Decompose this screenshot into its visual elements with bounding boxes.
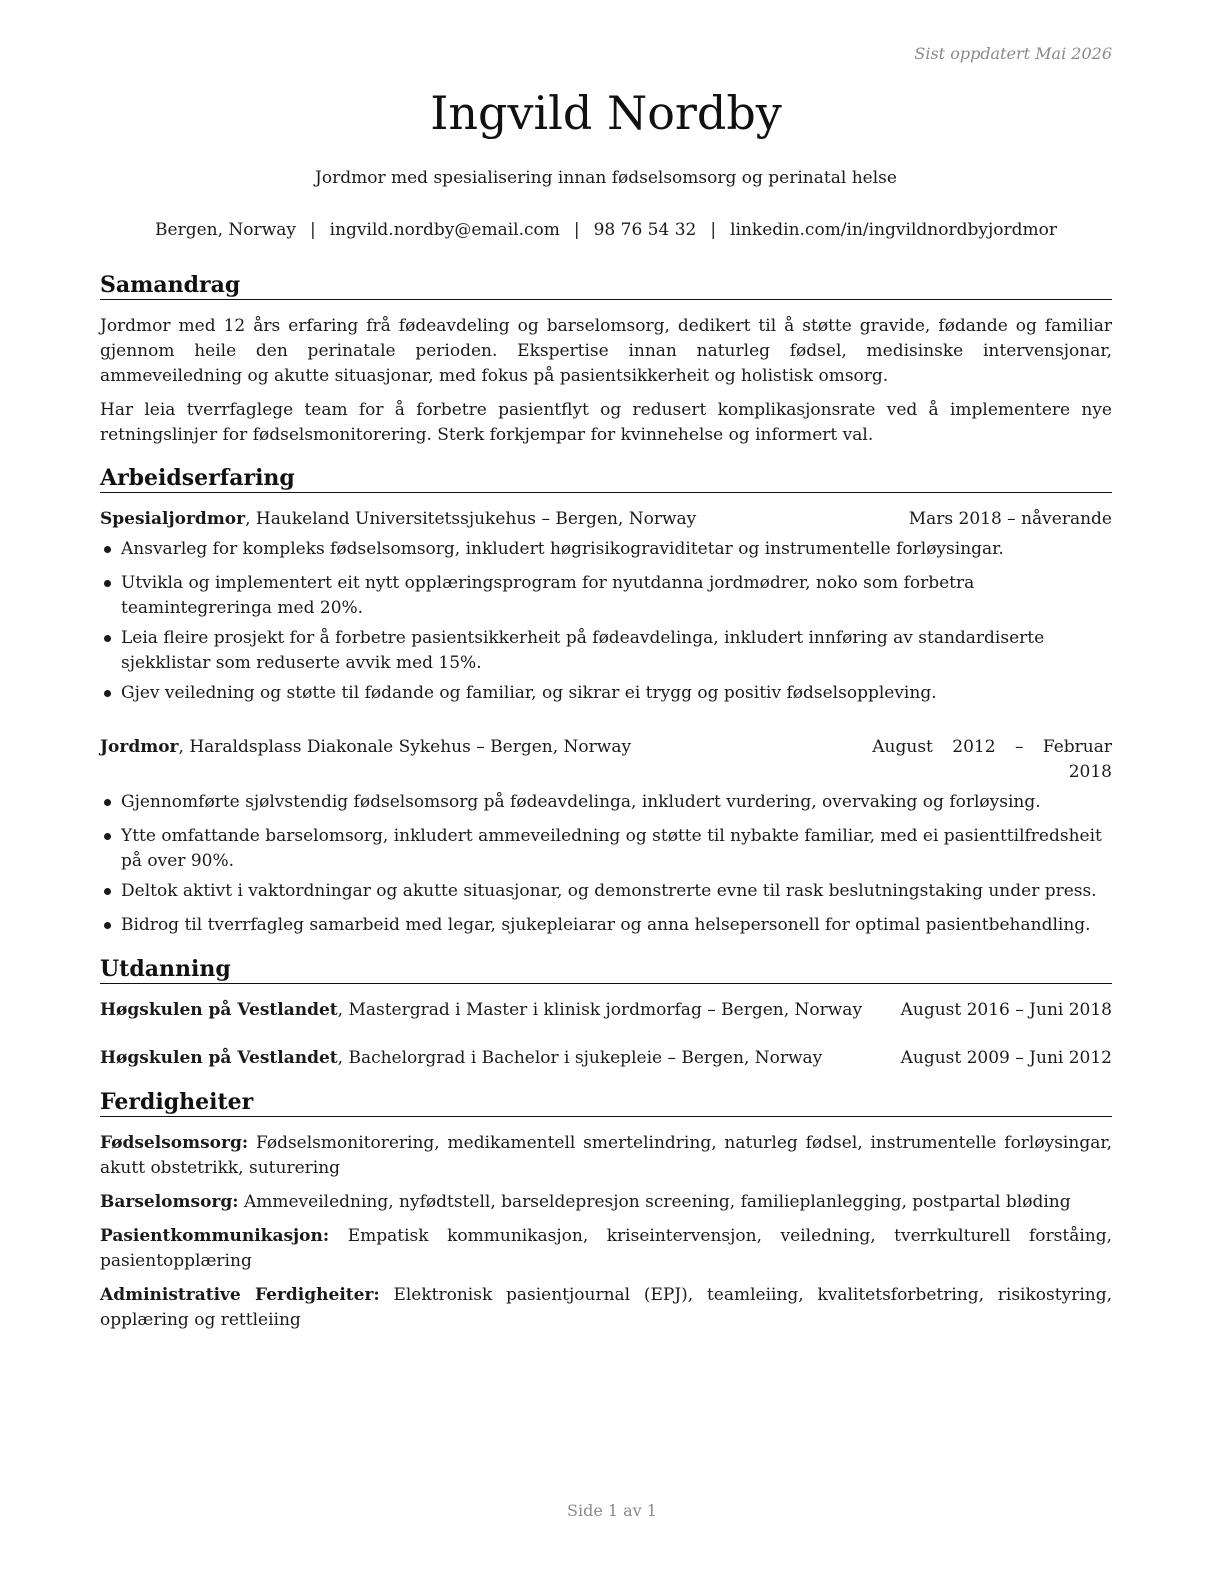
list-item: Deltok aktivt i vaktordningar og akutte situasjonar, og demonstrerte evne til rask beslutningstaking under press. xyxy=(100,879,1112,904)
summary-section xyxy=(100,271,1112,448)
last-updated: Sist oppdatert Mai 2026 xyxy=(914,44,1112,63)
skill-label: Barselomsorg: xyxy=(100,1192,239,1212)
skill-label: Fødselsomsorg: xyxy=(100,1133,249,1153)
education-heading: Utdanning xyxy=(100,955,1112,984)
summary-heading: Samandrag xyxy=(100,271,1112,300)
list-item: Ytte omfattande barselomsorg, inkludert ammeveiledning og støtte til nybakte familiar, med ei pasienttilfredsheit på over 90%. xyxy=(100,824,1112,874)
skills-heading: Ferdigheiter xyxy=(100,1088,1112,1117)
page-footer: Side 1 av 1 xyxy=(567,1501,657,1520)
job-bullets xyxy=(100,790,1112,938)
job-entry xyxy=(100,735,1112,938)
skill-row xyxy=(100,1224,1112,1274)
list-item: Utvikla og implementert eit nytt opplæringsprogram for nyutdanna jordmødrer, noko som forbetra teamintegreringa med 20%. xyxy=(100,571,1112,621)
job-header xyxy=(100,507,1112,532)
job-bullets xyxy=(100,537,1112,706)
job-dates-line: 2018 xyxy=(1068,762,1112,782)
job-title: Spesialjordmor xyxy=(100,509,246,529)
list-item: Ansvarleg for kompleks fødselsomsorg, inkludert høgrisikograviditetar og instrumentelle forløysingar. xyxy=(100,537,1112,562)
resume-page xyxy=(100,0,1112,1584)
skill-label: Pasientkommunikasjon: xyxy=(100,1226,330,1246)
job-dates-line: August 2012 – Februar xyxy=(872,737,1112,757)
contact-separator: | xyxy=(309,220,316,240)
summary-paragraph: Har leia tverrfaglege team for å forbetre pasientflyt og redusert komplikasjonsrate ved å implementere nye retningslinjer for fødselsmonitorering. Sterk forkjempar for kvinnehelse og informert val. xyxy=(100,400,1112,445)
job-dates: Mars 2018 – nåverande xyxy=(908,509,1112,529)
skill-row xyxy=(100,1131,1112,1181)
job-entry xyxy=(100,507,1112,706)
skill-label: Administrative Ferdigheiter: xyxy=(100,1285,380,1305)
skill-text: Fødselsmonitorering, medikamentell smertelindring, naturleg fødsel, instrumentelle forløysingar, akutt obstetrikk, suturering xyxy=(100,1133,1112,1178)
education-dates: August 2009 – Juni 2012 xyxy=(900,1048,1112,1068)
list-item: Gjennomførte sjølvstendig fødselsomsorg på fødeavdelinga, inkludert vurdering, overvaking og forløysing. xyxy=(100,790,1112,815)
contact-linkedin[interactable]: linkedin.com/in/ingvildnordbyjordmor xyxy=(730,220,1057,240)
job-dates xyxy=(872,735,1112,785)
contact-email[interactable]: ingvild.nordby@email.com xyxy=(329,220,560,240)
skill-row xyxy=(100,1190,1112,1215)
skill-text: Empatisk kommunikasjon, kriseintervensjon, veiledning, tverrkulturell forståing, pasientopplæring xyxy=(100,1226,1113,1271)
skill-row xyxy=(100,1283,1112,1333)
contact-line xyxy=(100,220,1112,240)
candidate-name: Ingvild Nordby xyxy=(430,86,782,140)
job-employer: , Haukeland Universitetssjukehus – Bergen, Norway xyxy=(245,509,697,529)
skill-text: Ammeveiledning, nyfødtstell, barseldepresjon screening, familieplanlegging, postpartal bløding xyxy=(243,1192,1071,1212)
tagline: Jordmor med spesialisering innan fødselsomsorg og perinatal helse xyxy=(315,168,897,188)
experience-heading: Arbeidserfaring xyxy=(100,464,1112,493)
list-item: Leia fleire prosjekt for å forbetre pasientsikkerheit på fødeavdelinga, inkludert innføring av standardiserte sjekklistar som reduserte avvik med 15%. xyxy=(100,626,1112,676)
job-employer: , Haraldsplass Diakonale Sykehus – Bergen, Norway xyxy=(178,737,632,757)
education-degree: , Mastergrad i Master i klinisk jordmorfag – Bergen, Norway xyxy=(337,1000,863,1020)
education-school: Høgskulen på Vestlandet xyxy=(100,1000,338,1020)
education-degree: , Bachelorgrad i Bachelor i sjukepleie – Bergen, Norway xyxy=(337,1048,823,1068)
list-item: Bidrog til tverrfagleg samarbeid med legar, sjukepleiarar og anna helsepersonell for optimal pasientbehandling. xyxy=(100,913,1112,938)
education-entry xyxy=(100,998,1112,1023)
summary-paragraph: Jordmor med 12 års erfaring frå fødeavdeling og barselomsorg, dedikert til å støtte gravide, fødande og familiar gjennom heile den perinatale perioden. Ekspertise innan naturleg fødsel, medisinske intervensjonar, ammeveiledning og akutte situasjonar, med fokus på pasientsikkerheit og holistisk omsorg. xyxy=(100,316,1112,386)
list-item: Gjev veiledning og støtte til fødande og familiar, og sikrar ei trygg og positiv fødselsoppleving. xyxy=(100,681,1112,706)
experience-section xyxy=(100,464,1112,938)
job-title: Jordmor xyxy=(100,737,179,757)
contact-phone: 98 76 54 32 xyxy=(593,220,697,240)
skills-section xyxy=(100,1088,1112,1333)
skill-text: Elektronisk pasientjournal (EPJ), teamleiing, kvalitetsforbetring, risikostyring, opplæring og rettleiing xyxy=(100,1285,1112,1330)
education-entry xyxy=(100,1046,1112,1071)
education-dates: August 2016 – Juni 2018 xyxy=(900,1000,1112,1020)
contact-separator: | xyxy=(710,220,717,240)
education-school: Høgskulen på Vestlandet xyxy=(100,1048,338,1068)
education-section xyxy=(100,955,1112,1071)
contact-separator: | xyxy=(573,220,580,240)
job-header xyxy=(100,735,1112,785)
contact-location: Bergen, Norway xyxy=(155,220,296,240)
